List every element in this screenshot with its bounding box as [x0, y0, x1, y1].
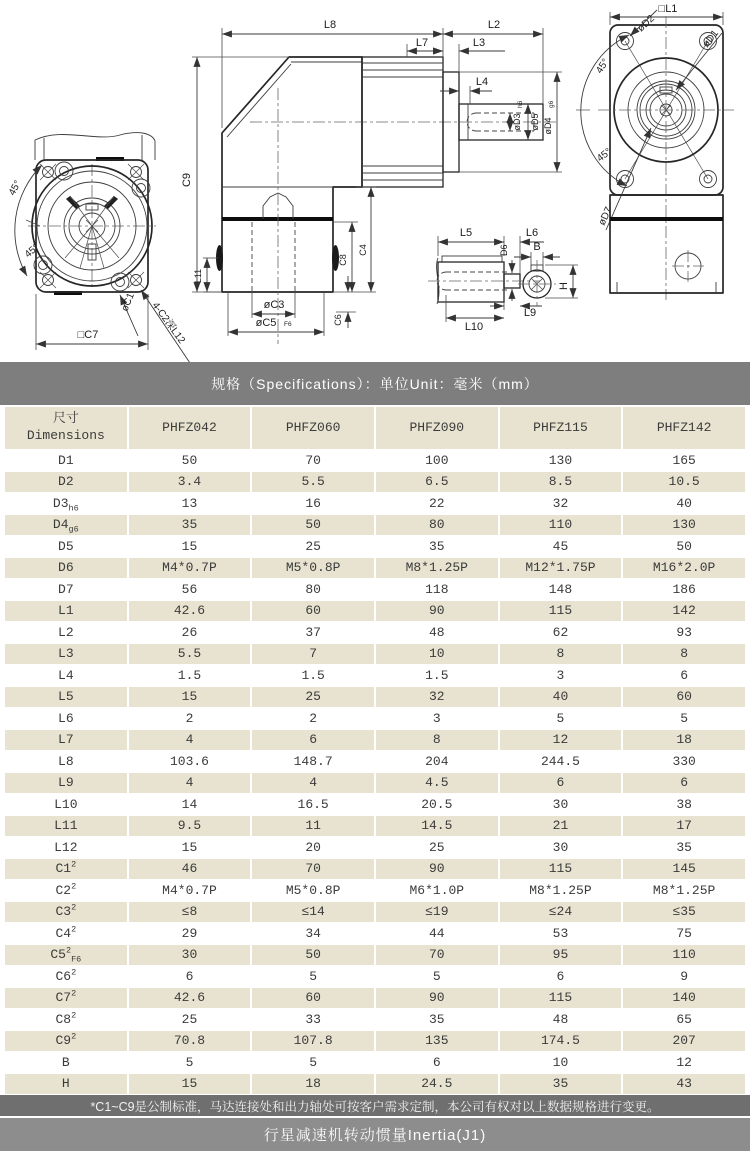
value-cell: 5	[376, 966, 498, 987]
value-cell: 8.5	[500, 472, 622, 493]
value-cell: 80	[252, 579, 374, 600]
value-cell: 75	[623, 923, 745, 944]
value-cell: 32	[376, 687, 498, 708]
value-cell: M8*1.25P	[376, 558, 498, 579]
value-cell: 42.6	[129, 988, 251, 1009]
angle-45-label: 45°	[595, 146, 614, 165]
value-cell: 3	[376, 708, 498, 729]
table-row	[5, 1009, 745, 1030]
value-cell: 37	[252, 622, 374, 643]
value-cell: 15	[129, 837, 251, 858]
value-cell: 204	[376, 751, 498, 772]
value-cell: 60	[252, 988, 374, 1009]
value-cell: 65	[623, 1009, 745, 1030]
table-row	[5, 579, 745, 600]
value-cell: 6	[500, 966, 622, 987]
input-flange-view	[576, 3, 734, 300]
value-cell: 4.5	[376, 773, 498, 794]
dim-d3-tolerance: h6	[517, 100, 524, 108]
value-cell: 8	[376, 730, 498, 751]
spec-table-wrap	[0, 405, 750, 1095]
dimension-label: $C6^2$	[5, 966, 127, 987]
value-cell: 15	[129, 687, 251, 708]
value-cell: 43	[623, 1074, 745, 1095]
value-cell: 2	[129, 708, 251, 729]
dim-d1-label: øD1	[700, 28, 722, 50]
dimension-label: $C1^2$	[5, 859, 127, 880]
dimension-label: $D4_{g6}$	[5, 515, 127, 536]
table-row	[5, 773, 745, 794]
value-cell: 46	[129, 859, 251, 880]
value-cell: 7	[252, 644, 374, 665]
side-section-view	[181, 19, 562, 344]
value-cell: 26	[129, 622, 251, 643]
dim-c7-label: □C7	[77, 329, 99, 341]
table-row	[5, 450, 745, 471]
dim-c9-label: C9	[181, 172, 193, 188]
value-cell: 34	[252, 923, 374, 944]
technical-drawing-area	[0, 0, 750, 362]
value-cell: 35	[129, 515, 251, 536]
value-cell: M5*0.8P	[252, 558, 374, 579]
value-cell: 56	[129, 579, 251, 600]
value-cell: 90	[376, 859, 498, 880]
value-cell: M6*1.0P	[376, 880, 498, 901]
value-cell: ≤35	[623, 902, 745, 923]
value-cell: 186	[623, 579, 745, 600]
table-row	[5, 708, 745, 729]
table-row	[5, 988, 745, 1009]
column-header-phfz042: PHFZ042	[129, 407, 251, 449]
value-cell: 145	[623, 859, 745, 880]
value-cell: 1.5	[252, 665, 374, 686]
dimension-label: $C7^2$	[5, 988, 127, 1009]
value-cell: 6	[376, 1052, 498, 1073]
dimension-label: L3	[5, 644, 127, 665]
shaft-end-view	[514, 241, 578, 306]
dim-c6-label: C6	[333, 314, 343, 326]
value-cell: 148.7	[252, 751, 374, 772]
value-cell: M5*0.8P	[252, 880, 374, 901]
dimension-label: D6	[5, 558, 127, 579]
table-row	[5, 493, 745, 514]
value-cell: 95	[500, 945, 622, 966]
dimension-label: H	[5, 1074, 127, 1095]
value-cell: 9.5	[129, 816, 251, 837]
table-row	[5, 880, 745, 901]
dimension-label: L11	[5, 816, 127, 837]
value-cell: 12	[623, 1052, 745, 1073]
dim-l1-label: □L1	[658, 3, 678, 15]
table-row	[5, 945, 745, 966]
value-cell: 70	[376, 945, 498, 966]
table-row	[5, 751, 745, 772]
value-cell: 10	[500, 1052, 622, 1073]
column-header-phfz115: PHFZ115	[500, 407, 622, 449]
table-header-row	[5, 407, 745, 449]
value-cell: 35	[376, 536, 498, 557]
value-cell: 165	[623, 450, 745, 471]
spec-header-bar	[0, 362, 750, 405]
value-cell: 15	[129, 1074, 251, 1095]
dim-l6-label: L6	[525, 227, 539, 239]
value-cell: 30	[129, 945, 251, 966]
value-cell: 115	[500, 988, 622, 1009]
value-cell: 15	[129, 536, 251, 557]
value-cell: 70	[252, 450, 374, 471]
dimension-label: L2	[5, 622, 127, 643]
value-cell: 174.5	[500, 1031, 622, 1052]
dimension-label: L5	[5, 687, 127, 708]
value-cell: 140	[623, 988, 745, 1009]
footnote-text: *C1~C9是公制标准，马达连接处和出力轴处可按客户需求定制，本公司有权对以上数据规格进行变更。	[90, 1099, 660, 1114]
value-cell: 130	[623, 515, 745, 536]
value-cell: 5.5	[129, 644, 251, 665]
value-cell: 13	[129, 493, 251, 514]
dim-l11-label: L11	[193, 268, 203, 284]
table-row	[5, 1074, 745, 1095]
value-cell: 20	[252, 837, 374, 858]
dimension-label: L8	[5, 751, 127, 772]
value-cell: 30	[500, 794, 622, 815]
dimension-label: D1	[5, 450, 127, 471]
value-cell: 50	[252, 515, 374, 536]
input-shaft-detail-view	[428, 227, 544, 333]
dim-b-label: B	[533, 241, 541, 253]
dimension-label: D5	[5, 536, 127, 557]
value-cell: 38	[623, 794, 745, 815]
value-cell: 50	[623, 536, 745, 557]
value-cell: 6	[500, 773, 622, 794]
footer-bar	[0, 1118, 750, 1151]
value-cell: 3	[500, 665, 622, 686]
front-flange-view	[7, 133, 196, 362]
value-cell: 1.5	[129, 665, 251, 686]
value-cell: ≤8	[129, 902, 251, 923]
value-cell: 110	[500, 515, 622, 536]
dimension-label: $C9^2$	[5, 1031, 127, 1052]
dim-d4-tolerance: g6	[548, 100, 555, 108]
footer-title: 行星减速机转动惯量Inertia(J1)	[263, 1127, 487, 1144]
spec-header-text: 规格（Specifications）：单位Unit：毫米（mm）	[211, 375, 539, 392]
value-cell: 50	[129, 450, 251, 471]
value-cell: 244.5	[500, 751, 622, 772]
dimension-label: $C2^2$	[5, 880, 127, 901]
table-row	[5, 687, 745, 708]
value-cell: 135	[376, 1031, 498, 1052]
dimension-label: L9	[5, 773, 127, 794]
dim-l2-label: L2	[487, 19, 501, 31]
angle-45-label: 45°	[22, 242, 42, 261]
dim-l8-label: L8	[323, 19, 337, 31]
value-cell: 45	[500, 536, 622, 557]
value-cell: 62	[500, 622, 622, 643]
value-cell: 48	[376, 622, 498, 643]
value-cell: 4	[129, 730, 251, 751]
value-cell: 53	[500, 923, 622, 944]
value-cell: 10	[376, 644, 498, 665]
value-cell: 1.5	[376, 665, 498, 686]
value-cell: 107.8	[252, 1031, 374, 1052]
value-cell: 12	[500, 730, 622, 751]
dim-l4-label: L4	[475, 76, 489, 88]
value-cell: 207	[623, 1031, 745, 1052]
value-cell: 25	[252, 536, 374, 557]
dimension-label: L4	[5, 665, 127, 686]
dim-l7-label: L7	[415, 37, 429, 49]
value-cell: 115	[500, 601, 622, 622]
table-row	[5, 601, 745, 622]
value-cell: 18	[623, 730, 745, 751]
value-cell: M4*0.7P	[129, 558, 251, 579]
value-cell: 148	[500, 579, 622, 600]
dim-d7-label: øD7	[596, 205, 615, 228]
angle-45-label: 45°	[6, 178, 24, 198]
value-cell: 32	[500, 493, 622, 514]
value-cell: 142	[623, 601, 745, 622]
value-cell: 6.5	[376, 472, 498, 493]
value-cell: M8*1.25P	[500, 880, 622, 901]
table-row	[5, 536, 745, 557]
table-row	[5, 730, 745, 751]
dimension-label: L10	[5, 794, 127, 815]
dimensions-header-cn: 尺寸	[52, 411, 79, 427]
value-cell: 6	[129, 966, 251, 987]
value-cell: 8	[500, 644, 622, 665]
dim-l3-label: L3	[472, 37, 486, 49]
value-cell: 2	[252, 708, 374, 729]
column-header-phfz142: PHFZ142	[623, 407, 745, 449]
table-row	[5, 644, 745, 665]
dimensions-header	[5, 407, 127, 449]
spec-table	[3, 406, 747, 1095]
value-cell: 118	[376, 579, 498, 600]
value-cell: 70.8	[129, 1031, 251, 1052]
value-cell: 4	[252, 773, 374, 794]
value-cell: 93	[623, 622, 745, 643]
table-row	[5, 837, 745, 858]
value-cell: 115	[500, 859, 622, 880]
value-cell: 5.5	[252, 472, 374, 493]
dim-l10-label: L10	[464, 321, 484, 333]
value-cell: 22	[376, 493, 498, 514]
dimension-label: $C8^2$	[5, 1009, 127, 1030]
value-cell: 42.6	[129, 601, 251, 622]
value-cell: 14	[129, 794, 251, 815]
dim-c2-depth-label: 4-C2深L12	[149, 300, 187, 346]
table-row	[5, 816, 745, 837]
value-cell: 330	[623, 751, 745, 772]
value-cell: M4*0.7P	[129, 880, 251, 901]
value-cell: 29	[129, 923, 251, 944]
value-cell: 18	[252, 1074, 374, 1095]
value-cell: 16.5	[252, 794, 374, 815]
value-cell: 25	[252, 687, 374, 708]
value-cell: 11	[252, 816, 374, 837]
value-cell: 6	[252, 730, 374, 751]
value-cell: 44	[376, 923, 498, 944]
value-cell: 35	[623, 837, 745, 858]
dim-c8-label: C8	[338, 254, 348, 266]
value-cell: M8*1.25P	[623, 880, 745, 901]
value-cell: 60	[623, 687, 745, 708]
value-cell: 5	[500, 708, 622, 729]
dimension-label: D2	[5, 472, 127, 493]
dimension-label: $D3_{h6}$	[5, 493, 127, 514]
value-cell: 35	[376, 1009, 498, 1030]
value-cell: 14.5	[376, 816, 498, 837]
dim-d2-label: øD2	[635, 13, 657, 35]
value-cell: 17	[623, 816, 745, 837]
dim-c4-label: C4	[358, 244, 368, 256]
value-cell: 90	[376, 601, 498, 622]
dim-d4-label: øD4	[543, 117, 553, 135]
value-cell: 40	[623, 493, 745, 514]
dimensions-header-en: Dimensions	[26, 428, 105, 443]
value-cell: 5	[252, 1052, 374, 1073]
dim-d3-label: øD3	[512, 113, 522, 131]
value-cell: 103.6	[129, 751, 251, 772]
value-cell: ≤24	[500, 902, 622, 923]
value-cell: 16	[252, 493, 374, 514]
dimension-label: L6	[5, 708, 127, 729]
dim-c1-label: øC1	[119, 291, 137, 314]
value-cell: 30	[500, 837, 622, 858]
table-row	[5, 472, 745, 493]
table-row	[5, 859, 745, 880]
value-cell: M16*2.0P	[623, 558, 745, 579]
value-cell: 50	[252, 945, 374, 966]
dimension-label: B	[5, 1052, 127, 1073]
dim-d6-label: D6	[499, 244, 509, 256]
value-cell: 3.4	[129, 472, 251, 493]
footnote-bar	[0, 1095, 750, 1118]
dim-c3-label: øC3	[263, 299, 285, 311]
value-cell: 90	[376, 988, 498, 1009]
value-cell: 25	[376, 837, 498, 858]
value-cell: 33	[252, 1009, 374, 1030]
value-cell: 10.5	[623, 472, 745, 493]
dimension-label: $C4^2$	[5, 923, 127, 944]
table-row	[5, 665, 745, 686]
dimension-label: $C3^2$	[5, 902, 127, 923]
value-cell: 21	[500, 816, 622, 837]
dim-c5-label: øC5	[255, 317, 277, 329]
value-cell: 70	[252, 859, 374, 880]
dim-d5-label: øD5	[530, 113, 540, 131]
value-cell: 60	[252, 601, 374, 622]
value-cell: 5	[129, 1052, 251, 1073]
value-cell: 5	[252, 966, 374, 987]
value-cell: 130	[500, 450, 622, 471]
value-cell: 4	[129, 773, 251, 794]
table-row	[5, 515, 745, 536]
value-cell: 80	[376, 515, 498, 536]
dimension-label: $C5^2_{F6}$	[5, 945, 127, 966]
value-cell: 100	[376, 450, 498, 471]
table-row	[5, 794, 745, 815]
table-row	[5, 923, 745, 944]
value-cell: 40	[500, 687, 622, 708]
dimension-label: L7	[5, 730, 127, 751]
value-cell: 110	[623, 945, 745, 966]
gearbox-drawing	[0, 0, 750, 362]
value-cell: 5	[623, 708, 745, 729]
value-cell: ≤14	[252, 902, 374, 923]
value-cell: 24.5	[376, 1074, 498, 1095]
table-row	[5, 558, 745, 579]
dimension-label: D7	[5, 579, 127, 600]
table-row	[5, 1031, 745, 1052]
value-cell: 35	[500, 1074, 622, 1095]
value-cell: 48	[500, 1009, 622, 1030]
dim-h-label: H	[558, 282, 570, 290]
value-cell: 6	[623, 665, 745, 686]
value-cell: M12*1.75P	[500, 558, 622, 579]
dimension-label: L12	[5, 837, 127, 858]
dimension-label: L1	[5, 601, 127, 622]
column-header-phfz060: PHFZ060	[252, 407, 374, 449]
dim-l5-label: L5	[459, 227, 473, 239]
table-row	[5, 966, 745, 987]
value-cell: 8	[623, 644, 745, 665]
column-header-phfz090: PHFZ090	[376, 407, 498, 449]
table-row	[5, 1052, 745, 1073]
dim-c5-tolerance: F6	[284, 321, 292, 328]
table-row	[5, 902, 745, 923]
value-cell: 25	[129, 1009, 251, 1030]
value-cell: 6	[623, 773, 745, 794]
table-row	[5, 622, 745, 643]
value-cell: ≤19	[376, 902, 498, 923]
angle-45-label: 45°	[594, 56, 612, 76]
dim-l9-label: L9	[523, 307, 537, 319]
value-cell: 20.5	[376, 794, 498, 815]
value-cell: 9	[623, 966, 745, 987]
